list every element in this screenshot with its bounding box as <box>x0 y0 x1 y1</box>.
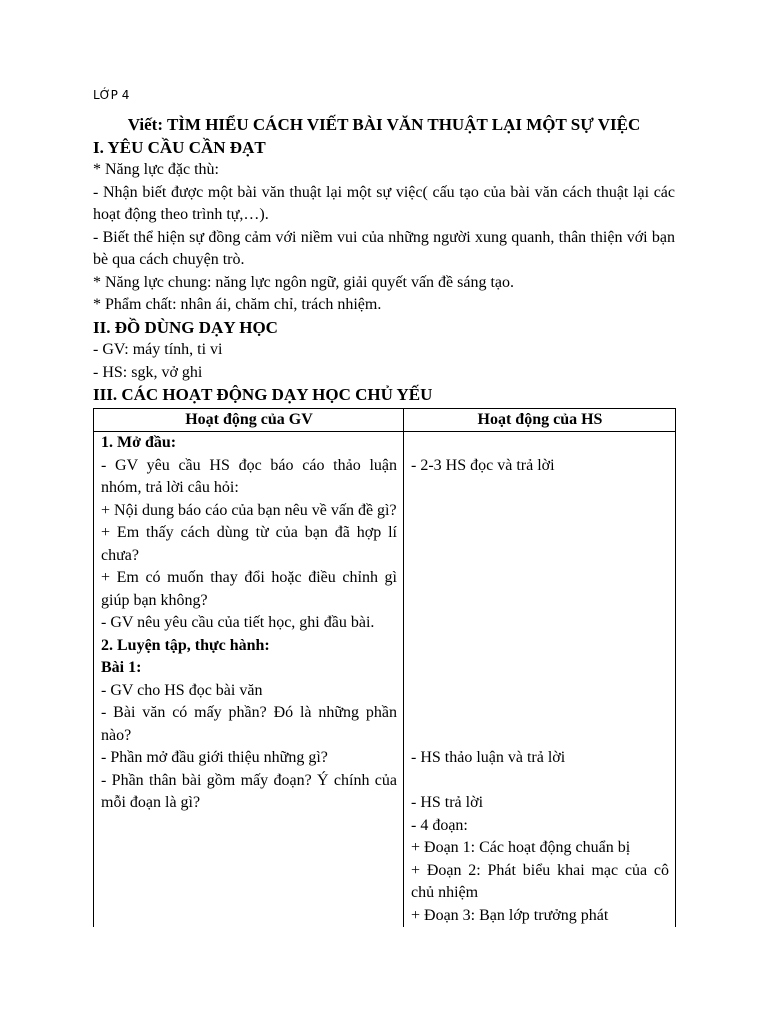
competency-general: * Năng lực chung: năng lực ngôn ngữ, giải quyết vấn đề sáng tạo. <box>93 273 515 291</box>
part2-title: 2. Luyện tập, thực hành: <box>101 636 270 654</box>
materials-teacher: - GV: máy tính, ti vi <box>93 341 223 358</box>
teacher-line: - Bài văn có mấy phần? Đó là những phần nào? <box>101 704 397 744</box>
teacher-line: - GV nêu yêu cầu của tiết học, ghi đầu bài. <box>101 614 375 631</box>
spacer <box>411 567 669 590</box>
spacer <box>411 635 669 658</box>
table-row <box>94 432 676 928</box>
spacer <box>411 612 669 635</box>
teacher-line: - GV cho HS đọc bài văn <box>101 681 263 699</box>
lesson-title: Viết: TÌM HIỂU CÁCH VIẾT BÀI VĂN THUẬT LẠI MỘT SỰ VIỆC <box>127 115 641 134</box>
spacer <box>411 770 669 793</box>
student-line: - HS thảo luận và trả lời <box>411 749 566 766</box>
teacher-line: + Nội dung báo cáo của bạn nêu về vấn đề gì? <box>101 501 397 519</box>
objective-recognize: - Nhận biết được một bài văn thuật lại một sự việc( cấu tạo của bài văn cách thuật lại các hoạt động theo trình tự,…). <box>93 183 675 223</box>
student-activities-cell <box>404 432 676 928</box>
spacer <box>411 545 669 568</box>
teacher-line: - Phần thân bài gồm mấy đoạn? Ý chính của mỗi đoạn là gì? <box>101 771 397 811</box>
teacher-column-header: Hoạt động của GV <box>94 408 404 432</box>
document-page <box>93 87 675 927</box>
qualities: * Phẩm chất: nhân ái, chăm chỉ, trách nhiệm. <box>93 296 382 313</box>
student-line: + Đoạn 2: Phát biểu khai mạc của cô chủ nhiệm <box>411 861 669 901</box>
teacher-line: - GV yêu cầu HS đọc báo cáo thảo luận nhóm, trả lời câu hỏi: <box>101 456 397 496</box>
teacher-activities-cell <box>94 432 404 928</box>
teacher-line: + Em thấy cách dùng từ của bạn đã hợp lí chưa? <box>101 524 397 564</box>
teacher-line: + Em có muốn thay đổi hoặc điều chỉnh gì giúp bạn không? <box>101 569 397 609</box>
section2-heading: II. ĐỒ DÙNG DẠY HỌC <box>93 317 278 337</box>
part1-title: 1. Mở đầu: <box>101 434 177 451</box>
spacer <box>411 522 669 545</box>
grade-label: LỚP 4 <box>93 88 130 102</box>
spacer <box>411 477 669 500</box>
materials-student: - HS: sgk, vở ghi <box>93 363 203 381</box>
student-line: - HS trả lời <box>411 794 484 811</box>
spacer <box>411 432 669 455</box>
table-header-row <box>94 408 676 432</box>
student-line: - 2-3 HS đọc và trả lời <box>411 456 555 474</box>
spacer <box>411 702 669 725</box>
competency-specific: * Năng lực đặc thù: <box>93 161 219 178</box>
teacher-line: - Phần mở đầu giới thiệu những gì? <box>101 749 328 766</box>
student-line: - 4 đoạn: <box>411 816 468 834</box>
spacer <box>411 657 669 680</box>
spacer <box>411 680 669 703</box>
section1-heading: I. YÊU CẦU CẦN ĐẠT <box>93 137 266 157</box>
section3-heading: III. CÁC HOẠT ĐỘNG DẠY HỌC CHỦ YẾU <box>93 385 433 404</box>
spacer <box>411 500 669 523</box>
student-column-header: Hoạt động của HS <box>404 408 676 432</box>
exercise1-title: Bài 1: <box>101 659 142 676</box>
spacer <box>411 725 669 748</box>
spacer <box>411 590 669 613</box>
activities-table <box>93 408 676 928</box>
student-line: + Đoạn 3: Bạn lớp trưởng phát <box>411 906 609 924</box>
student-line: + Đoạn 1: Các hoạt động chuẩn bị <box>411 839 631 856</box>
objective-empathy: - Biết thể hiện sự đồng cảm với niềm vui của những người xung quanh, thân thiện với bạn bè qua cách chuyện trò. <box>93 228 675 268</box>
